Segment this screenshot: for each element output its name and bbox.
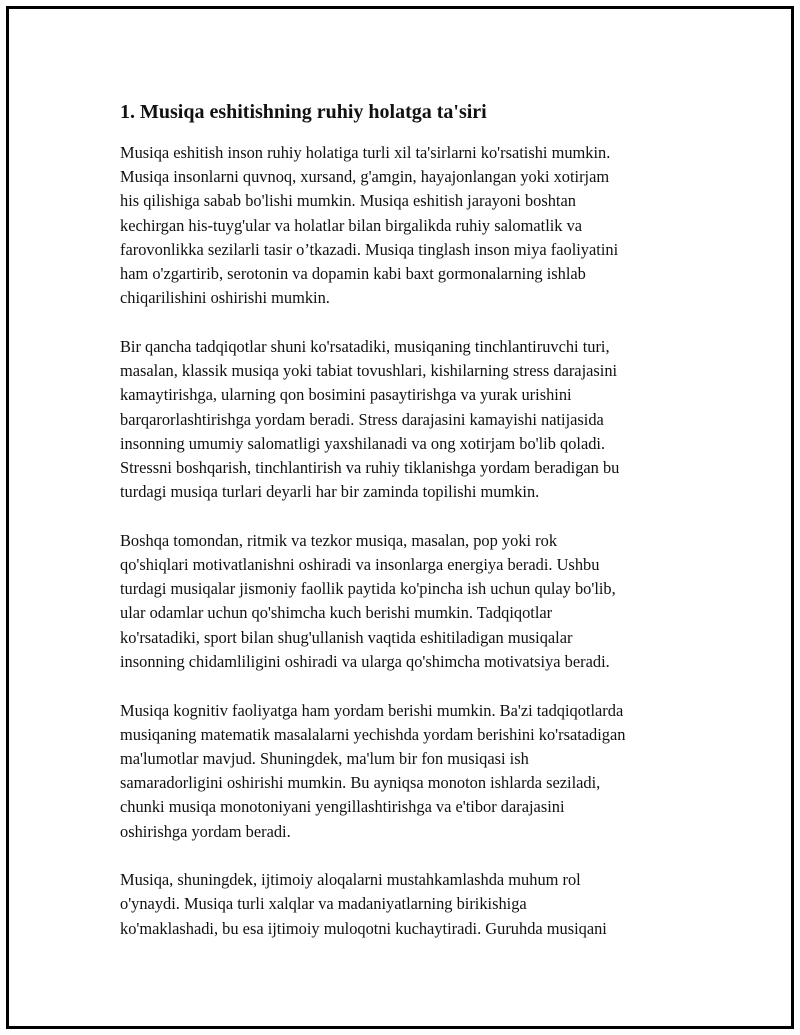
text-line: Musiqa kognitiv faoliyatga ham yordam berishi mumkin. Ba'zi tadqiqotlarda bbox=[120, 700, 624, 720]
text-line: ko'rsatadiki, sport bilan shug'ullanish vaqtida eshitiladigan musiqalar bbox=[120, 627, 573, 647]
page-frame bbox=[6, 6, 794, 1029]
text-line: Musiqa eshitish inson ruhiy holatiga turli xil ta'sirlarni ko'rsatishi mumkin. bbox=[120, 143, 611, 162]
text-line: ham o'zgartirib, serotonin va dopamin kabi baxt gormonalarning ishlab bbox=[120, 264, 586, 284]
text-line: ular odamlar uchun qo'shimcha kuch berishi mumkin. Tadqiqotlar bbox=[120, 603, 553, 623]
text-line: chiqarilishini oshirishi mumkin. bbox=[120, 288, 330, 308]
text-line: turdagi musiqa turlari deyarli har bir zaminda topilishi mumkin. bbox=[120, 482, 540, 502]
text-line: ma'lumotlar mavjud. Shuningdek, ma'lum bir fon musiqasi ish bbox=[120, 748, 529, 768]
text-line: insonning chidamliligini oshiradi va ularga qo'shimcha motivatsiya beradi. bbox=[120, 651, 610, 671]
paragraph-4 bbox=[120, 699, 700, 844]
text-line: kechirgan his-tuyg'ular va holatlar bilan birgalikda ruhiy salomatlik va bbox=[120, 215, 583, 235]
text-line: farovonlikka sezilarli tasir o’tkazadi. Musiqa tinglash inson miya faoliyatini bbox=[120, 239, 619, 259]
text-line: Stressni boshqarish, tinchlantirish va ruhiy tiklanishga yordam beradigan bu bbox=[120, 457, 620, 477]
text-line: masalan, klassik musiqa yoki tabiat tovushlari, kishilarning stress darajasini bbox=[120, 361, 618, 381]
section-heading: 1. Musiqa eshitishning ruhiy holatga ta'siri bbox=[120, 101, 487, 123]
text-line: kamaytirishga, ularning qon bosimini pasaytirishga va yurak urishini bbox=[120, 385, 572, 405]
text-line: insonning umumiy salomatligi yaxshilanadi va ong xotirjam bo'lib qoladi. bbox=[120, 433, 606, 453]
text-line: Musiqa, shuningdek, ijtimoiy aloqalarni mustahkamlashda muhum rol bbox=[120, 870, 581, 890]
text-line: musiqaning matematik masalalarni yechishda yordam berishini ko'rsatadigan bbox=[120, 724, 626, 744]
text-line: Boshqa tomondan, ritmik va tezkor musiqa, masalan, pop yoki rok bbox=[120, 530, 558, 550]
text-line: barqarorlashtirishga yordam beradi. Stress darajasini kamayishi natijasida bbox=[120, 409, 604, 429]
text-line: Bir qancha tadqiqotlar shuni ko'rsatadiki, musiqaning tinchlantiruvchi turi, bbox=[120, 336, 610, 356]
text-line: turdagi musiqalar jismoniy faollik paytida ko'pincha ish uchun qulay bo'lib, bbox=[120, 579, 616, 599]
text-line: oshirishga yordam beradi. bbox=[120, 821, 291, 841]
paragraph-5 bbox=[120, 868, 700, 941]
text-line: ko'maklashadi, bu esa ijtimoiy muloqotni kuchaytiradi. Guruhda musiqani bbox=[120, 918, 607, 938]
text-line: chunki musiqa monotoniyani yengillashtirishga va e'tibor darajasini bbox=[120, 797, 565, 817]
text-line: samaradorligini oshirishi mumkin. Bu ayniqsa monoton ishlarda seziladi, bbox=[120, 773, 601, 793]
text-line: Musiqa insonlarni quvnoq, xursand, g'amgin, hayajonlangan yoki xotirjam bbox=[120, 167, 610, 187]
text-line: his qilishiga sabab bo'lishi mumkin. Musiqa eshitish jarayoni boshtan bbox=[120, 191, 576, 211]
document-body bbox=[120, 99, 700, 965]
text-line: o'ynaydi. Musiqa turli xalqlar va madaniyatlarning birikishiga bbox=[120, 894, 527, 914]
paragraph-2 bbox=[120, 335, 700, 504]
paragraph-3 bbox=[120, 529, 700, 674]
text-line: qo'shiqlari motivatlanishni oshiradi va insonlarga energiya beradi. Ushbu bbox=[120, 555, 600, 575]
paragraph-1 bbox=[120, 141, 700, 310]
